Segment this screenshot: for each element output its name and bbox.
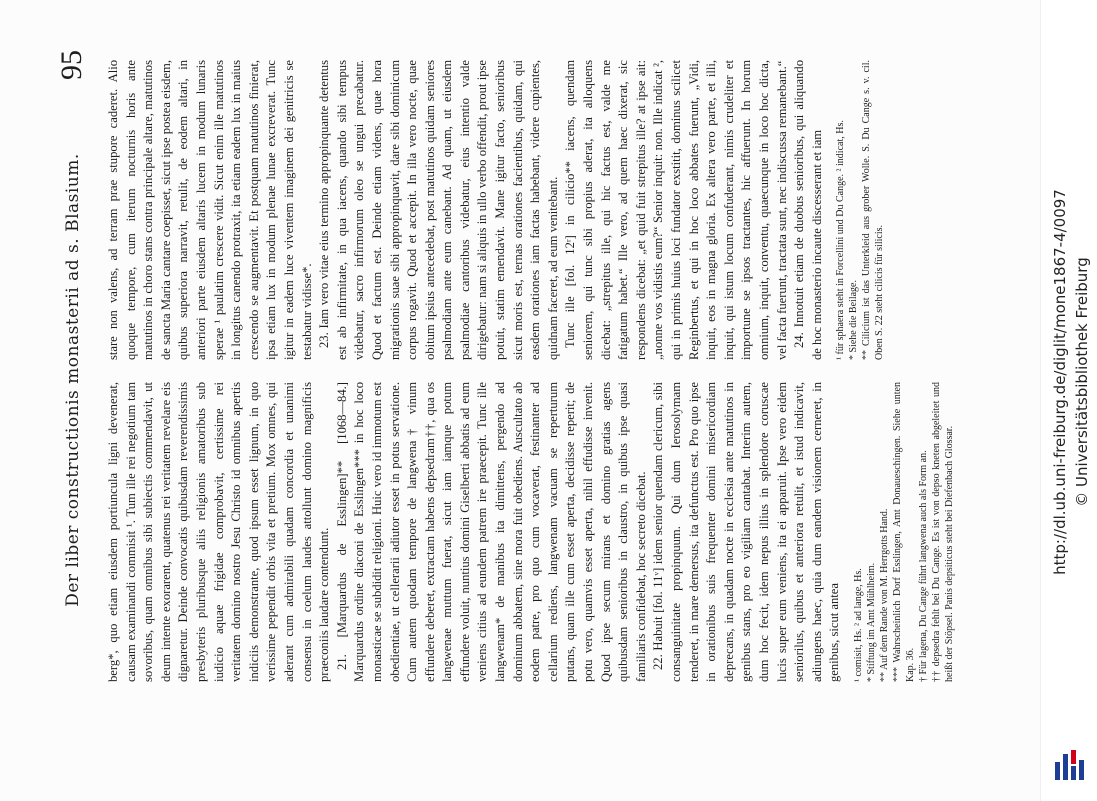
footnote: ** Auf dem Rande von M. Herrgotts Hand. [878, 508, 890, 682]
left-column [105, 382, 956, 682]
right-paragraph-1: stare non valens, ad terram prae stupore caderet. Alio quoque tempore, cum iterum nocturnis horis ante matutinos in choro stans contra principale altare, matutinos de sancta Maria cantare coepisset, sicut ipse postea eisdem, quibus superiora narravit, retulit, de eodem altari, in anteriori parte eiusdem altaris lucem in modum lunaris sperae ¹ paulatim crescere vidit. Sicut enim ille matutinos in longitus canendo protraxit, ita etiam eadem lux in maius crescendo se augmentavit. Et postquam matutinos finierat, ipsa etiam lux in modum plenae lunae excreverat. Tunc igitur in eadem luce viventem imaginem dei genitricis se testabatur vidisse*. [106, 60, 314, 360]
sidebar-credit [1049, 12, 1093, 752]
footnote: * Siehe die Beilage. [848, 280, 860, 360]
footnote: †† depsedra fehlt bei Du Cange. Es ist von depso kneten abgeleitet und heißt der Stöpsel. Panis depsiticus steht bei Diefenbach Glossar. [930, 382, 955, 682]
copyright-notice: © Universitätsbibliothek Freiburg [1073, 257, 1091, 507]
page-number: 95 [55, 50, 88, 80]
footnote: ¹ comisit, Hs. ² ad lange, Hs. [852, 568, 864, 682]
right-paragraph-2: 23. Iam vero vitae eius termino appropinquante detentus est ab infirmitate, in qua iacens, quando sibi tempus videbatur, sacro infirmorum oleo se ungui precabatur. Quod et factum est. Deinde etiam videns, quae hora migrationis suae sibi appropinquavit, dare sibi dominicum corpus rogavit. Quod et accepit. In illa vero nocte, quae obitum ipsius antecedebat, post matutinos quidam seniores psalmodiam ante eum canebant. Ad quam, ut eiusdem psalmodiae cantoribus videbatur, eius intentio valde dirigebatur: nam si aliquis in ullo verbo offendit, prout ipse potuit, statim emendavit. Mane igitur facto, senioribus sicut moris est, ternas orationes facientibus, quidam, qui easdem orationes iam factas habebant, videre cupientes, quidnam faceret, ad eum venitebant. [317, 60, 560, 360]
left-footnotes [852, 382, 956, 682]
footnote: ** Cilicium ist das Unterkleid aus grober Wolle. S. Du Cange s. v. cil. Oben S. 22 steht cilicis für silicis. [861, 60, 886, 360]
footnote: * Stiftung im Amt Mühlheim. [865, 562, 877, 682]
running-head [55, 50, 95, 700]
left-paragraph-2: 21. [Marquardus de Esslingen]** [1068—84.] Marquardus ordine diaconi de Esslingen*** in hoc loco monasticae se subdidit religioni. Huic vero id immotum est obedientiae, ut cellerarii adiutor esset in potus servatione. Cum autem quodam tempore de langwena† vinum effundere deberet, extractam habens depsedram††, qua os langwenae muttum fuerat, sicut iam iamque potum effundere voluit, nuntius domini Giselberti abbatis ad eum veniens citius ad eundem patrem ire praecepit. Tunc ille langwenam* de manibus ita dimittens, pergendo ad dominum abbatem, sine mora fuit obediens. Auscultato ab eodem patre, pro quo cum vocaverat, festinanter ad cellarium rediens, langwenam vacuam se reperturum putans, quam ille cum esset aperta, decidisse reperit; de potu vero, quamvis esset aperta, nihil effudisse invenit. Quod ipse secum mirans et domino gratias agens quibusdam senioribus in claustro, in quibus ipse quasi familiaris confidebat, hoc secreto dicebat. [334, 382, 648, 682]
right-paragraph-4: 24. Innotuit etiam de duobus senioribus, qui aliquando de hoc monasterio incaute discesserant et iam [792, 60, 824, 360]
footnote: *** Wahrscheinlich Dorf Esslingen, Amt Donaueschingen. Siehe unten Kap. 36. [891, 382, 916, 682]
library-sidebar [1040, 0, 1097, 801]
right-paragraph-3: Tunc ille [fol. 12ʳ] in cilicio** iacens, quendam seniorem, qui tunc sibi propius aderat, ita alloquens dicebat: „strepitus ille, qui hic factus est, valde me fatigatum habet.“ Ille vero, ad quem haec dixerat, sic respondens dicebat: „et quid fuit strepitus ille? at ipse ait: „nonne vos vidistis eum?“ Senior inquit: non. Ille indicat ², qui in primis huius loci fundator exstitit, dominus scilicet Reginbertus, et qui in hoc loco abbates fuerunt, „Vidi, inquit, eos in magna gloria. Ex altera vero parte, et illi, inquit, qui istum locum confuderant, nimis crudeliter et importune se ipsos tractantes, hic affuerunt. In horum omnium, inquit, conventu, quaecunque in loco hoc dicta, vel facta fuerunt, tractata sunt, nec indiscussa remanebant.“ [563, 60, 789, 360]
right-footnotes [834, 60, 886, 360]
left-paragraph-1: berg*, quo etiam eiusdem portiuncula ligni devenerat, causam examinandi commisit ¹. Tum ille rei negotium tam sovoribus, quam omnibus sibi subiectis commendavit, ut deum intente exorarent, quatenus rei veritatem revelare eis dignaretur. Deinde convocatis quibusdam reverendissimis presbyteris pluribusque aliis religionis amatoribus sub iudicio aquae frigidae comprobavit, certissime rei veritatem domino nostro Jesu Christo id omnibus apertis indiciis demonstrante, quod ipsum esset lignum, in quo verissime pependit orbis vita et pretium. Mox omnes, qui aderant cum admirabili quadam concordia et unanimi consensu in coelum laudes attollunt domino magnificis praeconiis laudare contendunt. [106, 382, 332, 682]
right-column [105, 60, 886, 360]
footnote: † Für lagena, Du Cange führt langwena auch als Form an. [917, 450, 929, 682]
university-library-logo-icon [1049, 750, 1089, 782]
running-title: Der liber constructionis monasterii ad s. Blasium. [63, 153, 83, 607]
left-paragraph-3: 22. Habuit [fol. 11ᵛ] idem senior quendam clericum, sibi consanguinitate propinquum. Qui dum Ierosolymam tenderet, in mare demersus, ita defunctus est. Pro quo ipse in orationibus suis frequenter domini misericordiam deprecans, in quadam nocte in ecclesia ante matutinos in genibus stans, pro eo vigiliam cantabat. Interim autem, dum hoc fecit, idem nepus illius in splendore coruscae lucis super eum veniens, ita ei apparuit. Ipse vero eidem seniorilus, quibus et anteriora retulit, et istud indicavit, adiungens haec, quia dum eandem visionem cerneret, in genibus, sicut antea [651, 382, 842, 682]
source-url-link[interactable]: http://dl.ub.uni-freiburg.de/diglit/mone1867-4/0097 [1051, 189, 1069, 575]
footnote: ¹ für sphaera steht in Forcellini und Du Cange. ² indicat, Hs. [835, 120, 847, 360]
